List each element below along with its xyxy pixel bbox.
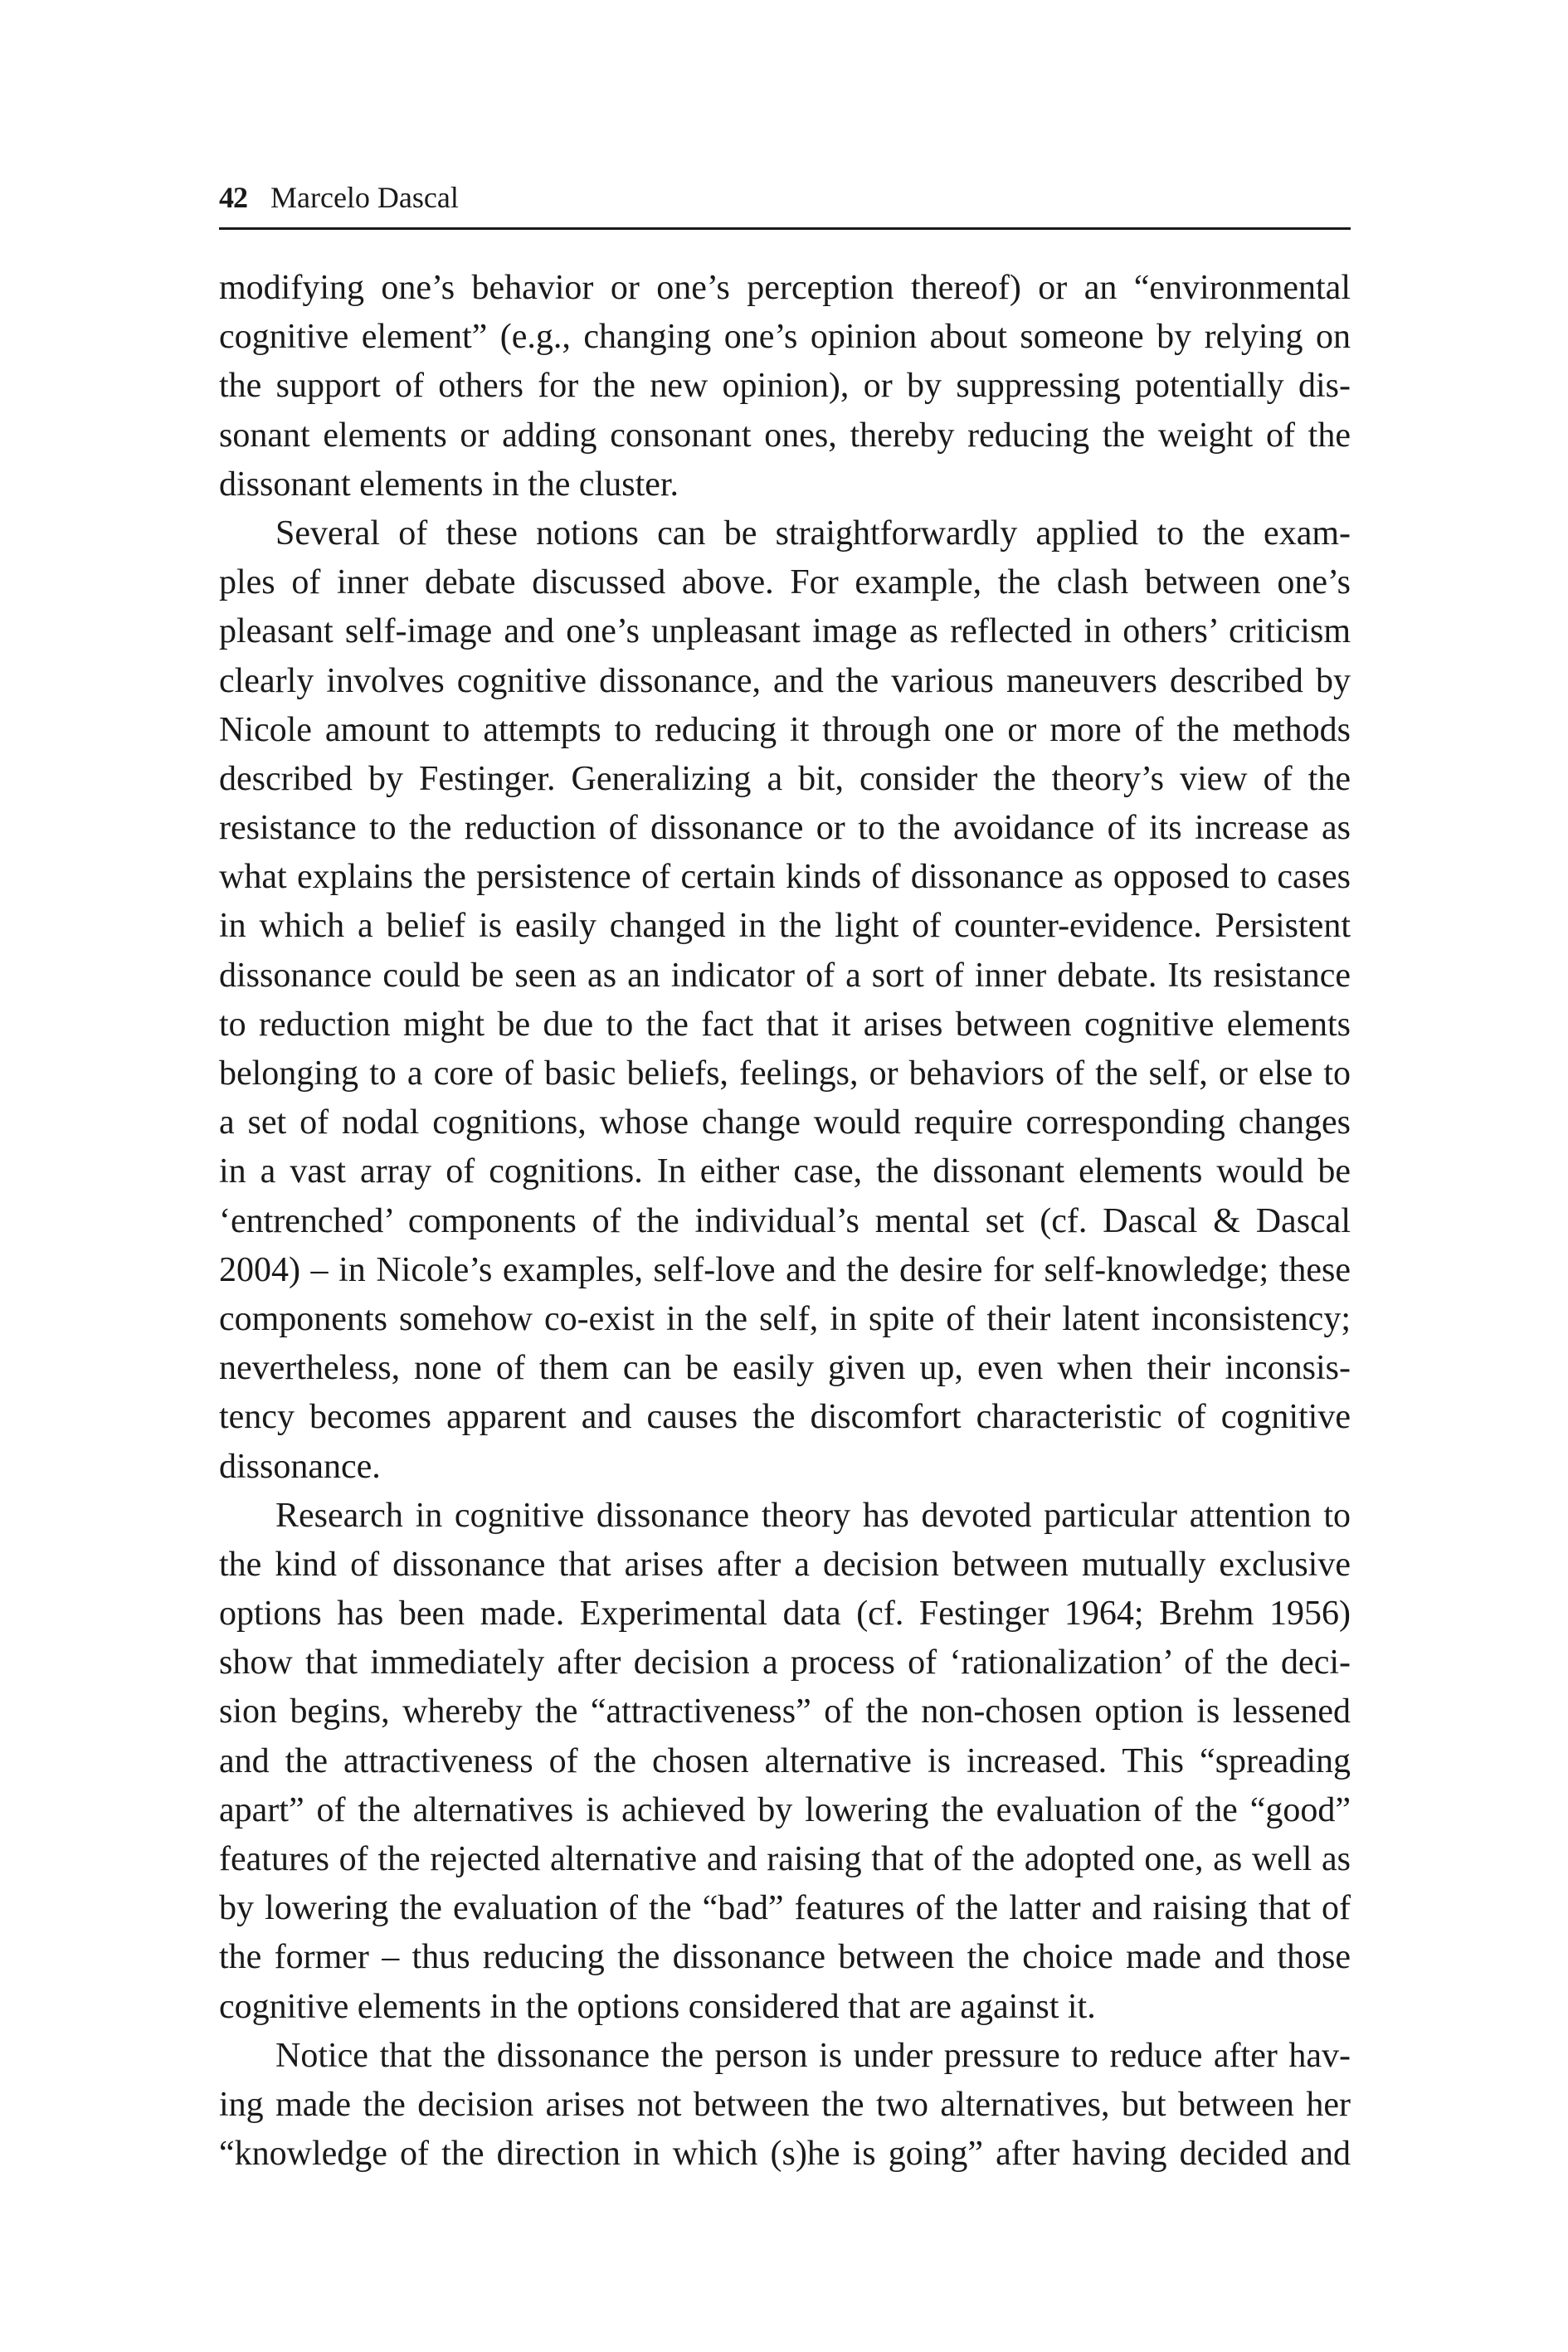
running-head [219,178,1351,230]
text-line: to reduction might be due to the fact that it arises between cognitive elements [219,1005,1351,1044]
text-line: and the attractiveness of the chosen alternative is increased. This “spreading [219,1741,1351,1780]
text-line: ing made the decision arises not between the two alternatives, but between her [219,2085,1351,2124]
text-line: the support of others for the new opinion), or by suppressing potentially dis- [219,367,1351,406]
text-line: in which a belief is easily changed in the light of counter-evidence. Persistent [219,907,1351,946]
running-head-author: Marcelo Dascal [270,181,459,214]
text-line: ‘entrenched’ components of the individual’s mental set (cf. Dascal & Dascal [219,1201,1351,1240]
text-line: 2004) – in Nicole’s examples, self-love and the desire for self-knowledge; these [219,1250,1351,1289]
text-line: modifying one’s behavior or one’s perception thereof) or an “environmental [219,269,1351,307]
text-line: the kind of dissonance that arises after a decision between mutually exclusive [219,1545,1351,1584]
text-line: Several of these notions can be straightforwardly applied to the exam- [275,514,1351,553]
text-line: described by Festinger. Generalizing a bit, consider the theory’s view of the [219,759,1351,798]
text-line: sonant elements or adding consonant ones, thereby reducing the weight of the [219,416,1351,455]
text-line: dissonance could be seen as an indicator of a sort of inner debate. Its resistance [219,956,1351,995]
text-line: Notice that the dissonance the person is under pressure to reduce after hav- [275,2036,1351,2075]
text-line: apart” of the alternatives is achieved by lowering the evaluation of the “good” [219,1790,1351,1829]
text-line: by lowering the evaluation of the “bad” features of the latter and raising that of [219,1889,1351,1928]
text-line: nevertheless, none of them can be easily given up, even when their inconsis- [219,1349,1351,1388]
text-line: in a vast array of cognitions. In either case, the dissonant elements would be [219,1152,1351,1191]
page-number: 42 [219,181,247,214]
text-line: “knowledge of the direction in which (s)he is going” after having decided and [219,2135,1351,2174]
text-line: Research in cognitive dissonance theory has devoted particular attention to [275,1496,1351,1535]
text-line: sion begins, whereby the “attractiveness” of the non-chosen option is lessened [219,1692,1351,1731]
text-line: belonging to a core of basic beliefs, feelings, or behaviors of the self, or else to [219,1054,1351,1093]
text-line: the former – thus reducing the dissonance between the choice made and those [219,1938,1351,1977]
text-line: features of the rejected alternative and raising that of the adopted one, as well as [219,1840,1351,1878]
text-line: cognitive element” (e.g., changing one’s opinion about someone by relying on [219,318,1351,357]
text-line: ples of inner debate discussed above. For example, the clash between one’s [219,563,1351,602]
text-line: cognitive elements in the options considered that are against it. [219,1987,1096,2026]
text-line: Nicole amount to attempts to reducing it through one or more of the methods [219,710,1351,749]
text-line: components somehow co-exist in the self, in spite of their latent inconsistency; [219,1299,1351,1338]
text-line: clearly involves cognitive dissonance, and the various maneuvers described by [219,661,1351,700]
text-line: pleasant self-image and one’s unpleasant image as reflected in others’ criticism [219,612,1351,651]
text-line: dissonant elements in the cluster. [219,465,679,504]
text-line: tency becomes apparent and causes the discomfort characteristic of cognitive [219,1398,1351,1437]
text-line: a set of nodal cognitions, whose change would require corresponding changes [219,1103,1351,1142]
body-text [219,264,1351,2179]
text-line: resistance to the reduction of dissonance or to the avoidance of its increase as [219,809,1351,848]
text-line: show that immediately after decision a process of ‘rationalization’ of the deci- [219,1643,1351,1682]
text-line: what explains the persistence of certain kinds of dissonance as opposed to cases [219,858,1351,897]
text-line: dissonance. [219,1447,381,1486]
text-line: options has been made. Experimental data (cf. Festinger 1964; Brehm 1956) [219,1595,1351,1634]
